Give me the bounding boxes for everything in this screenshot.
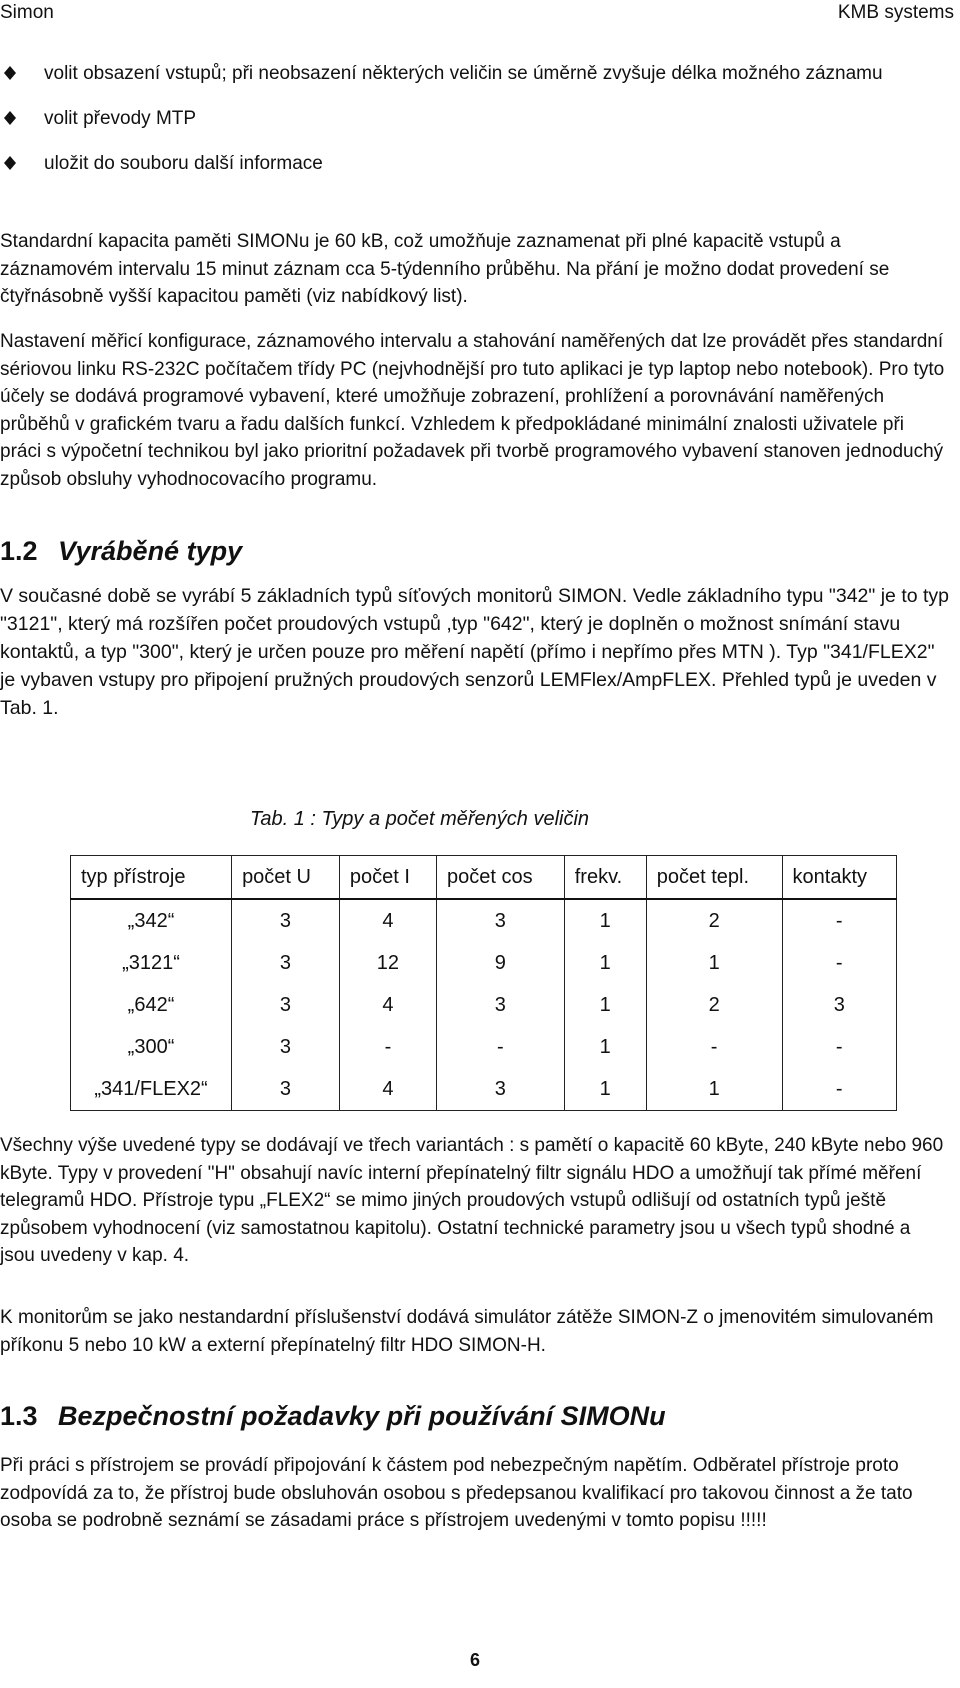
section-title: Vyráběné typy: [58, 536, 243, 566]
paragraph-memory-capacity: Standardní kapacita paměti SIMONu je 60 kB, což umožňuje zaznamenat při plné kapacitě vstupů a záznamovém intervalu 15 minut záznam cca 5-týdenního průběhu. Na přání je možno dodat provedení se čtyřnásobně vyšší kapacitou paměti (viz nabídkový list).: [0, 231, 890, 307]
table-cell: „342“: [71, 899, 232, 942]
table-cell: 1: [646, 942, 782, 984]
paragraph-safety: Při práci s přístrojem se provádí připojování k částem pod nebezpečným napětím. Odběratel přístroje proto zodpovídá za to, že přístroj bude obsluhován osobou s předepsanou kvalifikací pro takovou činnost a že tato osoba se podrobně seznámí se zásadami práce s přístrojem uvedenými v tomto popisu !!!!!: [0, 1455, 913, 1531]
table-cell: 3: [782, 984, 896, 1026]
table-cell: 3: [436, 984, 564, 1026]
table-header-cell: počet I: [339, 856, 436, 900]
section-heading-1-3: [0, 1401, 666, 1432]
header-left: Simon: [0, 2, 54, 23]
table-cell: 9: [436, 942, 564, 984]
bullet-text: uložit do souboru další informace: [44, 153, 323, 174]
table-cell: 1: [646, 1068, 782, 1111]
table-header-cell: typ přístroje: [71, 856, 232, 900]
table-cell: 4: [339, 984, 436, 1026]
table-cell: 3: [232, 984, 340, 1026]
table-cell: 3: [232, 1026, 340, 1068]
table-header-cell: počet tepl.: [646, 856, 782, 900]
bullet-text: volit obsazení vstupů; při neobsazení některých veličin se úměrně zvyšuje délka možného záznamu: [44, 63, 883, 84]
bullet-item: [0, 150, 950, 177]
types-table: [70, 855, 897, 1111]
diamond-bullet-icon: [4, 111, 16, 125]
table-row: [71, 1068, 897, 1111]
table-cell: 3: [436, 1068, 564, 1111]
table-cell: 12: [339, 942, 436, 984]
table-cell: -: [646, 1026, 782, 1068]
table-cell: 2: [646, 984, 782, 1026]
table-cell: -: [339, 1026, 436, 1068]
bullet-item: [0, 60, 950, 87]
table-cell: 3: [232, 1068, 340, 1111]
section-title: Bezpečnostní požadavky při používání SIMONu: [58, 1401, 666, 1431]
diamond-bullet-icon: [4, 156, 16, 170]
table-cell: 1: [564, 984, 646, 1026]
table-cell: 3: [436, 899, 564, 942]
table-cell: 1: [564, 1026, 646, 1068]
table-cell: „3121“: [71, 942, 232, 984]
table-cell: -: [782, 1026, 896, 1068]
page-number: 6: [470, 1650, 481, 1670]
table-cell: -: [782, 899, 896, 942]
table-header-row: [71, 856, 897, 900]
table-cell: -: [782, 942, 896, 984]
table-cell: 4: [339, 899, 436, 942]
table-row: [71, 942, 897, 984]
paragraph-accessories: K monitorům se jako nestandardní příslušenství dodává simulátor zátěže SIMON-Z o jmenovitém simulovaném příkonu 5 nebo 10 kW a externí přepínatelný filtr HDO SIMON-H.: [0, 1307, 934, 1356]
table-cell: „300“: [71, 1026, 232, 1068]
table-header-cell: počet cos: [436, 856, 564, 900]
table-header-cell: počet U: [232, 856, 340, 900]
table-cell: 2: [646, 899, 782, 942]
table-header-cell: frekv.: [564, 856, 646, 900]
diamond-bullet-icon: [4, 66, 16, 80]
bullet-list: [0, 60, 950, 195]
header-right: KMB systems: [837, 2, 954, 23]
table-header-cell: kontakty: [782, 856, 896, 900]
paragraph-types: V současné době se vyrábí 5 základních typů síťových monitorů SIMON. Vedle základního typu "342" je to typ "3121", který má rozšířen počet proudových vstupů ,typ "642", který je doplněn o možnost snímání stavu kontaktů, a typ "300", který je určen pouze pro měření napětí (přímo i nepřímo přes MTN ). Typ "341/FLEX2" je vybaven vstupy pro připojení pružných proudových senzorů LEMFlex/AmpFLEX. Přehled typů je uveden v Tab. 1.: [0, 585, 950, 719]
section-number: 1.3: [0, 1401, 38, 1431]
table-row: [71, 984, 897, 1026]
table-cell: 1: [564, 1068, 646, 1111]
table-row: [71, 899, 897, 942]
bullet-item: [0, 105, 950, 132]
table-cell: 4: [339, 1068, 436, 1111]
table-caption: Tab. 1 : Typy a počet měřených veličin: [250, 808, 590, 830]
section-heading-1-2: [0, 536, 242, 567]
table-cell: 3: [232, 942, 340, 984]
table-cell: „341/FLEX2“: [71, 1068, 232, 1111]
table-cell: 3: [232, 899, 340, 942]
table-cell: 1: [564, 899, 646, 942]
table-cell: -: [436, 1026, 564, 1068]
paragraph-variants: Všechny výše uvedené typy se dodávají ve třech variantách : s pamětí o kapacitě 60 kByte, 240 kByte nebo 960 kByte. Typy v provedení "H" obsahují navíc interní přepínatelný filtr signálu HDO a umožňují tak přímé měření telegramů HDO. Přístroje typu „FLEX2“ se mimo jiných proudových vstupů odlišují od ostatních typů ještě způsobem vyhodnocení (viz samostatnou kapitolu). Ostatní technické parametry jsou u všech typů shodné a jsou uvedeny v kap. 4.: [0, 1135, 944, 1266]
section-number: 1.2: [0, 536, 38, 566]
table-cell: -: [782, 1068, 896, 1111]
paragraph-configuration: Nastavení měřicí konfigurace, záznamového intervalu a stahování naměřených dat lze provádět přes standardní sériovou linku RS-232C počítačem třídy PC (nejvhodnější pro tuto aplikaci je typ laptop nebo notebook). Pro tyto účely se dodává programové vybavení, které umožňuje zobrazení, prohlížení a porovnávání naměřených průběhů v grafickém tvaru a řadu dalších funkcí. Vzhledem k předpokládané minimální znalosti uživatele při práci s výpočetní technikou byl jako prioritní požadavek při tvorbě programového vybavení stanoven jednoduchý způsob obsluhy vyhodnocovacího programu.: [0, 331, 945, 490]
table-row: [71, 1026, 897, 1068]
bullet-text: volit převody MTP: [44, 108, 197, 129]
table-cell: „642“: [71, 984, 232, 1026]
table-cell: 1: [564, 942, 646, 984]
